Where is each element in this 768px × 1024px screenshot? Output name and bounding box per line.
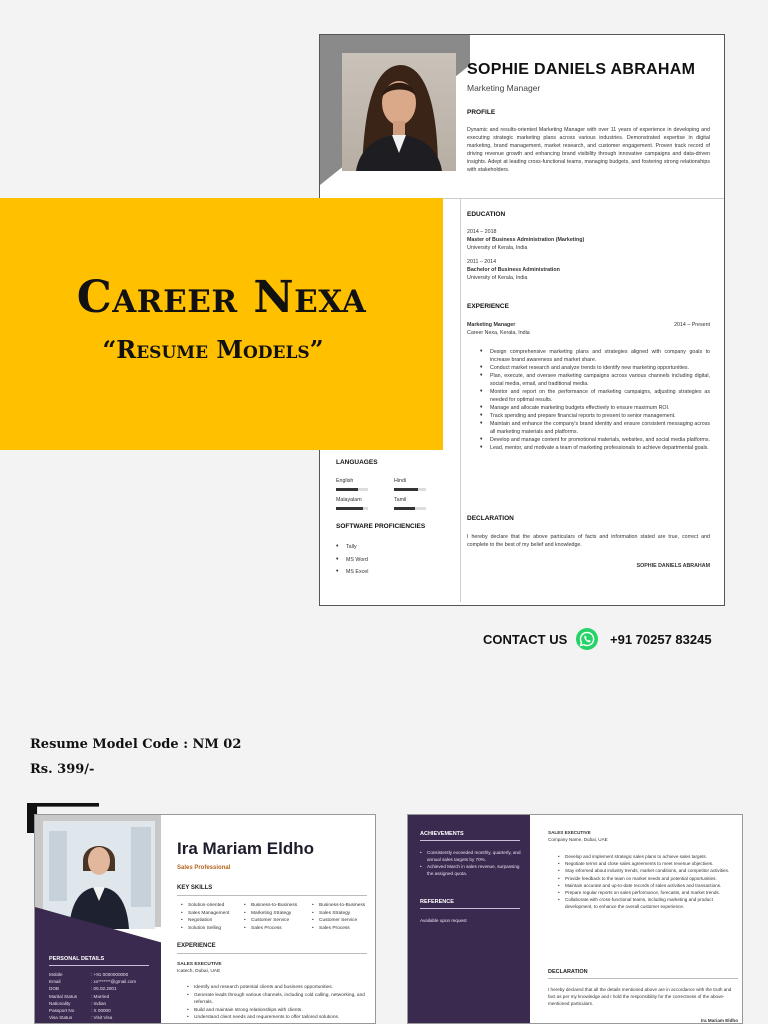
software-list [336,541,368,579]
candidate-name: Ira Mariam Eldho [177,839,314,858]
language-malayalam: Malayalam [336,497,362,503]
divider [49,965,149,966]
software-heading: SOFTWARE PROFICIENCIES [336,523,426,530]
list-item: • MS Word [336,554,368,567]
personal-details: Mobile : +91 0000000000 Email : xx*******@gmail.com DOB : 05.02.2001 Marital Status : Married Nationality : Indian Passport No : X 00000 Visa Status : Visit Visa [49,972,137,1021]
signature: SOPHIE DANIELS ABRAHAM [636,563,710,569]
duties-list [558,853,738,911]
contact-phone[interactable]: +91 70257 83245 [610,632,712,647]
language-tamil: Tamil [394,497,407,503]
education-heading: EDUCATION [467,211,506,218]
list-item: • Maintain and enhance the company's brand identity and ensure consistent messaging across all marketing materials and platforms. [480,420,710,436]
duties-list [480,348,710,452]
list-item: • Plan, execute, and oversee marketing campaigns across various channels including digital, social media, email, and traditional media. [480,372,710,388]
list-item: • Identify and research potential clients and business opportunities. [187,984,369,992]
list-item: • Collaborate with cross-functional teams, including marketing and product development, to enhance the overall customer experience. [558,896,738,910]
list-item: • Track spending and prepare financial reports to present to senior management. [480,412,710,420]
list-item: • Provide feedback to the team on market needs and potential opportunities. [558,875,738,882]
list-item: • Generate leads through various channels, including cold calling, networking, and referrals. [187,992,369,1007]
job-title: SALES EXECUTIVE [548,830,591,835]
list-item: • Solution-oriented [181,902,229,910]
brand-banner [0,198,443,450]
divider [420,908,520,909]
declaration-heading: DECLARATION [467,515,514,522]
language-level-bar [394,488,426,491]
price: Rs. 399/- [30,762,95,777]
job-title: SALES EXECUTIVE [177,962,222,967]
signature: Ira Mariam Eldho [700,1018,738,1023]
resume-preview-ira [34,814,376,1024]
list-item: • Customer Service [244,917,297,925]
list-item: • Develop and implement strategic sales plans to achieve sales targets. [558,853,738,860]
job-company: Company Name, Dubai, UAE [548,837,608,842]
language-level-bar [336,488,368,491]
profile-photo [43,821,155,929]
resume-preview-ira-page2 [407,814,743,1024]
list-item: • Lead, mentor, and motivate a team of marketing professionals to achieve departmental goals. [480,444,710,452]
list-item: • Conduct market research and analyze trends to identify new marketing opportunities. [480,364,710,372]
language-level-bar [336,507,368,510]
list-item: • Business-to-Business [312,902,365,910]
list-item: • Prepare regular reports on sales performance, forecasts, and market trends. [558,889,738,896]
language-english: English [336,478,354,484]
list-item: • Solution Selling [181,925,229,933]
divider [548,978,738,979]
candidate-role: Marketing Manager [467,83,541,93]
achievements-heading: ACHIEVEMENTS [420,831,464,837]
list-item: • Sales Strategy [312,910,365,918]
list-item: • Build and maintain strong relationships with clients. [187,1007,369,1015]
profile-text: Dynamic and results-oriented Marketing Manager with over 11 years of experience in developing and executing strategic marketing plans across various industries. Demonstrated expertise in digital marketing, brand management, market research, and customer engagement. Proven track record of driving revenue growth and enhancing brand visibility through innovative campaigns and data-driven insights. Adept at leading cross-functional teams, managing budgets, and fostering strong relationships with stakeholders. [467,127,710,173]
list-item: • Manage and allocate marketing budgets effectively to ensure maximum ROI. [480,404,710,412]
contact-label: CONTACT US [483,632,568,647]
profile-photo [342,53,456,171]
experience-heading: EXPERIENCE [467,303,509,310]
list-item: • Marketing Strategy [244,910,297,918]
personal-heading: PERSONAL DETAILS [49,956,105,962]
experience-heading: EXPERIENCE [177,943,216,949]
languages-heading: LANGUAGES [336,459,378,466]
list-item: • Sales Process [244,925,297,933]
duties-list [187,984,369,1022]
whatsapp-icon[interactable] [576,628,598,650]
declaration-heading: DECLARATION [548,969,588,975]
list-item: • Monitor and report on the performance of marketing campaigns, adjusting strategies as needed for optimal results. [480,388,710,404]
profile-heading: PROFILE [467,109,496,116]
list-item: • Tally [336,541,368,554]
column-divider [460,198,461,602]
job-company: Icatech, Dubai, UAE [177,969,221,974]
job-dates: 2014 – Present [674,322,710,328]
list-item: • MS Excel [336,566,368,579]
divider [177,953,367,954]
list-item: • Sales Management [181,910,229,918]
skills-column-2 [244,902,297,932]
list-item: • Achieved March in sales revenue, surpassing the assigned quota. [420,863,524,877]
job-company: Career Nexa, Kerala, India [467,330,530,336]
language-hindi: Hindi [394,478,407,484]
candidate-name: SOPHIE DANIELS ABRAHAM [467,61,696,78]
candidate-role: Sales Professional [177,865,231,871]
list-item: • Develop and manage content for promotional materials, websites, and social media platforms. [480,436,710,444]
education-entry: 2014 – 2018 Master of Business Administration (Marketing) University of Kerala, India 2011 – 2014 Bachelor of Business Administration University of Kerala, India [467,229,585,281]
brand-title: Career Nexa [76,272,367,323]
achievements-list [420,849,524,877]
job-title: Marketing Manager [467,322,516,328]
reference-text: Available upon request [420,918,467,923]
list-item: • Understand client needs and requirements to offer tailored solutions. [187,1014,369,1022]
declaration-text: I hereby declare that the above particulars of facts and information stated are true, correct and complete to the best of my belief and knowledge. [467,534,710,548]
list-item: • Consistently exceeded monthly, quarterly, and annual sales targets by 70%. [420,849,524,863]
language-level-bar [394,507,426,510]
list-item: • Maintain accurate and up-to-date records of sales activities and transactions. [558,882,738,889]
model-code: Resume Model Code : NM 02 [30,737,242,752]
list-item: • Sales Process [312,925,365,933]
declaration-text: I hereby declared that all the details mentioned above are in accordance with the truth and fact as per my knowledge and I hold the responsibility for the correctness of the above-mentioned particulars. [548,987,732,1007]
key-skills-heading: KEY SKILLS [177,885,213,891]
skills-column-3 [312,902,365,932]
list-item: • Business-to-Business [244,902,297,910]
divider [420,840,520,841]
reference-heading: REFERENCE [420,899,454,905]
divider [177,895,367,896]
list-item: • Negotiation [181,917,229,925]
list-item: • Stay informed about industry trends, market conditions, and competitor activities. [558,867,738,874]
skills-column-1 [181,902,229,932]
brand-tagline: “Resume Models” [102,335,324,364]
list-item: • Design comprehensive marketing plans and strategies aligned with company goals to increase brand awareness and market share. [480,348,710,364]
list-item: • Customer Service [312,917,365,925]
list-item: • Negotiate terms and close sales agreements to meet revenue objectives. [558,860,738,867]
